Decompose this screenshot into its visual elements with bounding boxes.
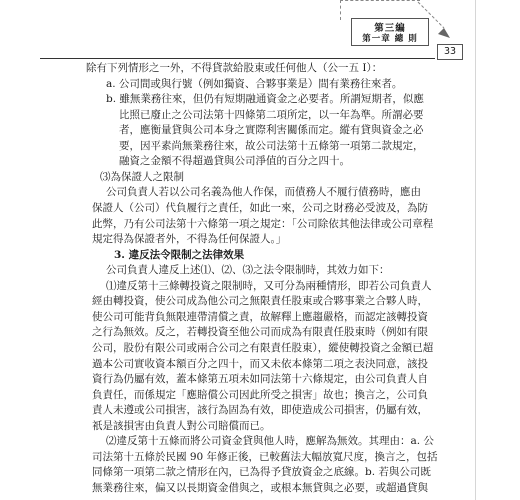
header-chapter: 第一章 總 則 [362, 34, 418, 44]
body-line: 經由轉投資，使公司成為他公司之無限責任股東或合夥事業之合夥人時， [92, 295, 428, 307]
body-line: ⑵違反第十五條而將公司資金貸與他人時，應解為無效。其理由：a. 公 [106, 435, 434, 447]
header-rule [40, 58, 435, 59]
body-line: 司法第十五條於民國 90 年修正後，已較舊法大幅放寬尺度，換言之，包括 [92, 451, 438, 463]
body-line: 比照已廢止之公司法第十四條第二項所定，以一年為準。所謂必要 [119, 109, 424, 121]
body-line: 保證人（公司）代負履行之責任，如此一來，公司之財務必受波及，為防 [92, 202, 428, 214]
body-line: 公司負責人違反上述⑴、⑵、⑶之法令限制時，其效力如下： [106, 264, 390, 276]
body-line: 資行為仍屬有效，蓋本條第五項未如同法第十六條規定，由公司負責人自 [92, 373, 428, 385]
body-line: 要，因平素尚無業務往來，故公司法第十五條第一項第二款規定， [119, 140, 424, 152]
body-line: b. 雖無業務往來，但仍有短期融通資金之必要者。所謂短期者，似應 [106, 93, 424, 105]
body-line: 者，應衡量貸與公司本身之實際利害關係而定。縱有貸與資金之必 [119, 124, 424, 136]
body-line: 公司負責人若以公司名義為他人作保，而債務人不履行債務時，應由 [106, 186, 421, 198]
body-line: 同條第一項第二款之情形在內，已為得予貸放資金之底線。b. 若與公司既 [92, 466, 431, 478]
body-line: 規定得為保證者外，不得為任何保證人。」 [92, 233, 287, 245]
page-number: 33 [437, 44, 463, 60]
section-heading: 3. 違反法令限制之法律效果 [114, 249, 245, 261]
body-line: 祇是該損害由負責人對公司賠償而已。 [92, 420, 271, 432]
body-line: 過本公司實收資本額百分之四十，而又未依本條第二項之表決同意，該投 [92, 358, 428, 370]
header-part: 第三編 [374, 23, 406, 34]
body-line: 使公司可能背負無限連帶清償之責，故解釋上應趨嚴格，而認定該轉投資 [92, 311, 428, 323]
body-line: a. 公司間或與行號（例如獨資、合夥事業是）間有業務往來者。 [106, 78, 403, 90]
body-line: 無業務往來，偏又以長期資金借與之，或根本無貸與之必要，或超過貸與 [92, 482, 428, 494]
body-line: 此弊，乃有公司法第十六條第一項之規定：「公司除依其他法律或公司章程 [92, 218, 434, 230]
header-dashed-line [340, 0, 420, 1]
header-dashed-line-vertical [340, 0, 341, 20]
body-line: 公司，股份有限公司或兩合公司之有限責任股東），縱使轉投資之金額已超 [92, 342, 434, 354]
body-line: 融資之金額不得超過貸與公司淨值的百分之四十。 [119, 155, 350, 167]
body-line: ⑶為保證人之限制 [100, 171, 184, 183]
body-line: 除有下列情形之一外，不得貸款給股東或任何他人（公一五 I）： [86, 62, 383, 74]
body-line: ⑴違反第十三條轉投資之限制時，又可分為兩種情形，即若公司負責人 [106, 280, 432, 292]
running-header [351, 18, 429, 46]
body-line: 負責任，而係規定「應賠償公司因此所受之損害」故也；換言之，公司負 [92, 389, 428, 401]
body-line: 之行為無效。反之，若轉投資至他公司而成為有限責任股東時（例如有限 [92, 326, 428, 338]
body-line: 責人未遵或公司損害，該行為固為有效，即使造成公司損害，仍屬有效， [92, 404, 428, 416]
page-edge [475, 0, 476, 500]
